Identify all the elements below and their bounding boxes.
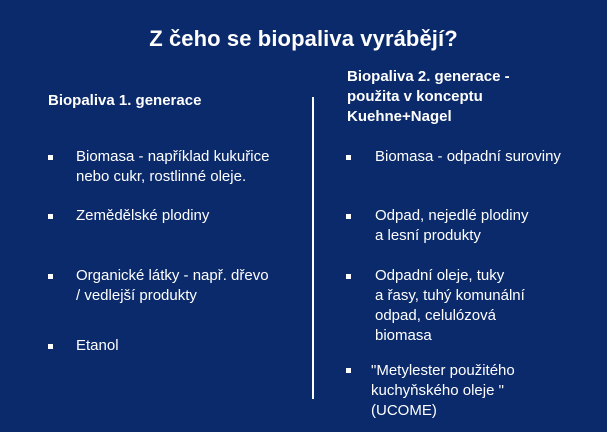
column-divider bbox=[312, 97, 314, 399]
list-item-text: Biomasa - odpadní suroviny bbox=[375, 148, 561, 165]
list-item-text: Odpadní oleje, tuky a řasy, tuhý komunální odpad, celulózová biomasa bbox=[375, 267, 525, 344]
list-item-text: "Metylester použitého kuchyňského oleje " (UCOME) bbox=[371, 362, 515, 419]
bullet-icon bbox=[48, 344, 53, 349]
bullet-icon bbox=[346, 368, 351, 373]
bullet-icon bbox=[346, 274, 351, 279]
right-column-heading: Biopaliva 2. generace - použita v konceptu Kuehne+Nagel bbox=[347, 68, 510, 125]
slide-title: Z čeho se biopaliva vyrábějí? bbox=[149, 26, 458, 51]
bullet-icon bbox=[346, 214, 351, 219]
list-item-text: Zemědělské plodiny bbox=[76, 207, 210, 224]
bullet-icon bbox=[346, 155, 351, 160]
bullet-icon bbox=[48, 274, 53, 279]
bullet-icon bbox=[48, 214, 53, 219]
bullet-icon bbox=[48, 155, 53, 160]
left-column-heading: Biopaliva 1. generace bbox=[48, 92, 202, 109]
list-item-text: Odpad, nejedlé plodiny a lesní produkty bbox=[375, 207, 529, 244]
list-item-text: Biomasa - například kukuřice nebo cukr, rostlinné oleje. bbox=[76, 148, 270, 185]
list-item-text: Organické látky - např. dřevo / vedlejší produkty bbox=[76, 267, 269, 304]
list-item-text: Etanol bbox=[76, 337, 119, 354]
